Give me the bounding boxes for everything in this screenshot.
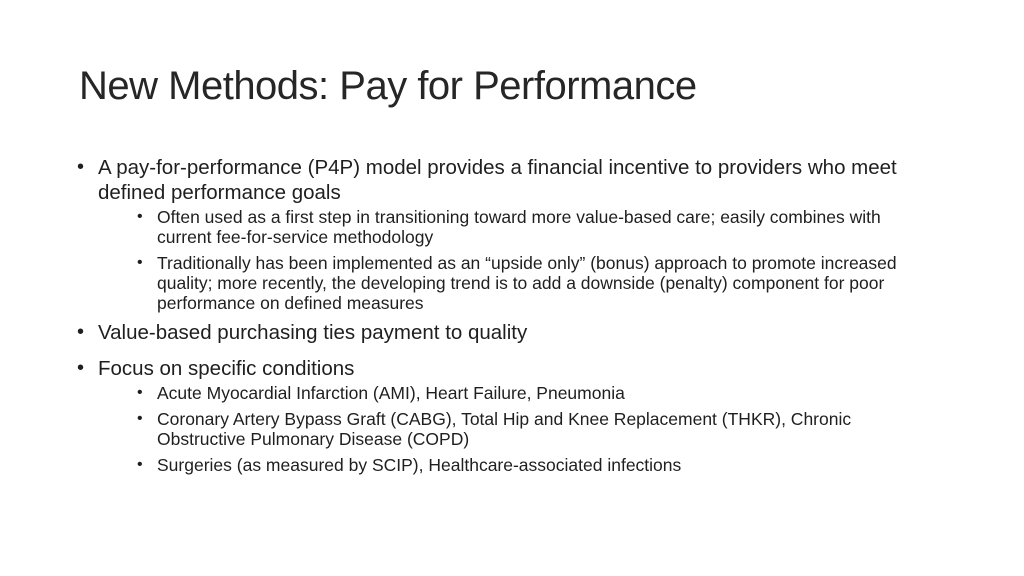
sub-bullet-text: Acute Myocardial Infarction (AMI), Heart Failure, Pneumonia [157, 383, 625, 403]
bullet-text: A pay-for-performance (P4P) model provides a financial incentive to providers who meet defined performance goals [98, 156, 897, 204]
sub-bullet-text: Coronary Artery Bypass Graft (CABG), Total Hip and Knee Replacement (THKR), Chronic Obstructive Pulmonary Disease (COPD) [157, 409, 852, 449]
bullet-icon: • [77, 321, 85, 343]
sub-bullet-text: Traditionally has been implemented as an “upside only” (bonus) approach to promote increased quality; more recently, the developing trend is to add a downside (penalty) component for poor performance on defined measures [157, 253, 897, 313]
slide-title: New Methods: Pay for Performance [79, 64, 697, 108]
bullet-icon: • [77, 357, 85, 379]
sub-bullet-item [98, 253, 927, 313]
bullet-text: Focus on specific conditions [98, 357, 355, 380]
sub-bullet-item [98, 383, 927, 403]
bullet-item-specific-conditions [77, 356, 927, 475]
sub-bullet-text: Surgeries (as measured by SCIP), Healthcare-associated infections [157, 455, 682, 475]
sub-bullet-list [98, 383, 927, 475]
sub-bullet-item [98, 455, 927, 475]
sub-bullet-item [98, 207, 927, 247]
sub-bullet-item [98, 409, 927, 449]
sub-bullet-icon: • [137, 254, 143, 271]
bullet-icon: • [77, 156, 85, 178]
bullet-item-value-based-purchasing [77, 320, 927, 345]
sub-bullet-icon: • [137, 410, 143, 427]
bullet-text: Value-based purchasing ties payment to quality [98, 321, 528, 344]
sub-bullet-icon: • [137, 456, 143, 473]
sub-bullet-icon: • [137, 208, 143, 225]
sub-bullet-text: Often used as a first step in transitioning toward more value-based care; easily combines with current fee-for-service methodology [157, 207, 881, 247]
bullet-item-p4p-model [77, 155, 927, 313]
bullet-list [77, 155, 927, 482]
sub-bullet-icon: • [137, 384, 143, 401]
sub-bullet-list [98, 207, 927, 313]
